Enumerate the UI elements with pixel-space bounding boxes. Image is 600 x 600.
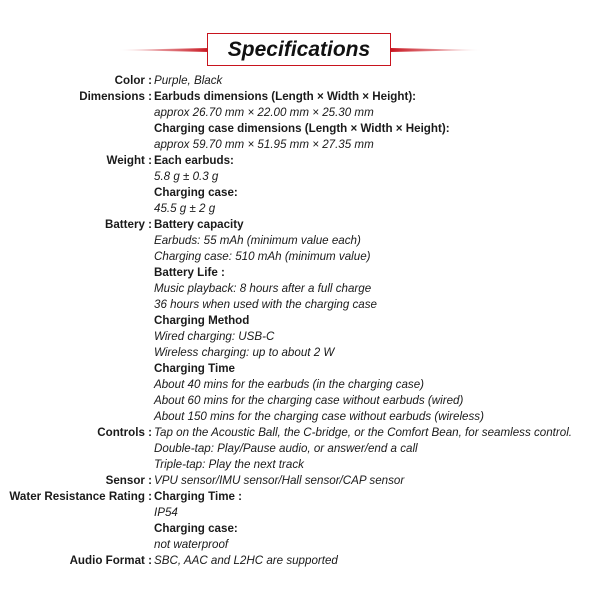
spec-value: IP54 [154, 506, 178, 519]
spec-value: Charging case: 510 mAh (minimum value) [154, 250, 371, 263]
specifications-header [0, 30, 600, 70]
spec-value: Triple-tap: Play the next track [154, 458, 304, 471]
spec-label: Audio Format : [69, 554, 152, 567]
spec-row [0, 425, 600, 473]
spec-value: 36 hours when used with the charging case [154, 298, 377, 311]
spec-values [154, 73, 600, 89]
spec-value: VPU sensor/IMU sensor/Hall sensor/CAP sensor [154, 474, 405, 487]
spec-values [154, 153, 600, 217]
spec-subheading: Charging Time [154, 362, 235, 375]
spec-label: Water Resistance Rating : [9, 490, 152, 503]
spec-value: 45.5 g ± 2 g [154, 202, 216, 215]
spec-value: Wired charging: USB-C [154, 330, 275, 343]
spec-label: Color : [114, 74, 152, 87]
spec-value: SBC, AAC and L2HC are supported [154, 554, 338, 567]
spec-value: approx 26.70 mm × 22.00 mm × 25.30 mm [154, 106, 374, 119]
spec-subheading: Charging Time : [154, 490, 243, 503]
spec-row [0, 217, 600, 425]
spec-value: Wireless charging: up to about 2 W [154, 346, 335, 359]
spec-value: About 40 mins for the earbuds (in the charging case) [154, 378, 425, 391]
left-red-rule [118, 48, 210, 52]
spec-value: not waterproof [154, 538, 229, 551]
spec-values [154, 425, 600, 473]
spec-value: 5.8 g ± 0.3 g [154, 170, 219, 183]
spec-label: Dimensions : [79, 90, 152, 103]
spec-value: Music playback: 8 hours after a full charge [154, 282, 372, 295]
spec-row [0, 73, 600, 89]
spec-subheading: Earbuds dimensions (Length × Width × Height): [154, 90, 417, 103]
spec-values [154, 89, 600, 153]
spec-row [0, 153, 600, 217]
right-red-rule [390, 48, 482, 52]
spec-subheading: Battery Life : [154, 266, 225, 279]
spec-value: Purple, Black [154, 74, 223, 87]
spec-subheading: Charging case dimensions (Length × Width × Height): [154, 122, 450, 135]
page-title: Specifications [227, 37, 371, 61]
spec-values [154, 473, 600, 489]
spec-label: Controls : [97, 426, 152, 439]
title-box [207, 33, 391, 66]
spec-value: Tap on the Acoustic Ball, the C-bridge, or the Comfort Bean, for seamless control. [154, 426, 573, 439]
spec-subheading: Charging Method [154, 314, 250, 327]
spec-row [0, 89, 600, 153]
spec-subheading: Charging case: [154, 522, 238, 535]
spec-subheading: Each earbuds: [154, 154, 234, 167]
spec-value: About 150 mins for the charging case without earbuds (wireless) [154, 410, 484, 423]
spec-value: approx 59.70 mm × 51.95 mm × 27.35 mm [154, 138, 374, 151]
spec-values [154, 489, 600, 553]
spec-value: About 60 mins for the charging case without earbuds (wired) [154, 394, 464, 407]
spec-subheading: Battery capacity [154, 218, 244, 231]
spec-values [154, 553, 600, 569]
spec-label: Battery : [104, 218, 152, 231]
spec-subheading: Charging case: [154, 186, 238, 199]
spec-row [0, 553, 600, 569]
specifications-list [0, 73, 600, 569]
spec-label: Weight : [106, 154, 152, 167]
spec-label: Sensor : [105, 474, 152, 487]
spec-values [154, 217, 600, 425]
spec-value: Earbuds: 55 mAh (minimum value each) [154, 234, 361, 247]
spec-row [0, 489, 600, 553]
spec-row [0, 473, 600, 489]
spec-value: Double-tap: Play/Pause audio, or answer/end a call [154, 442, 418, 455]
